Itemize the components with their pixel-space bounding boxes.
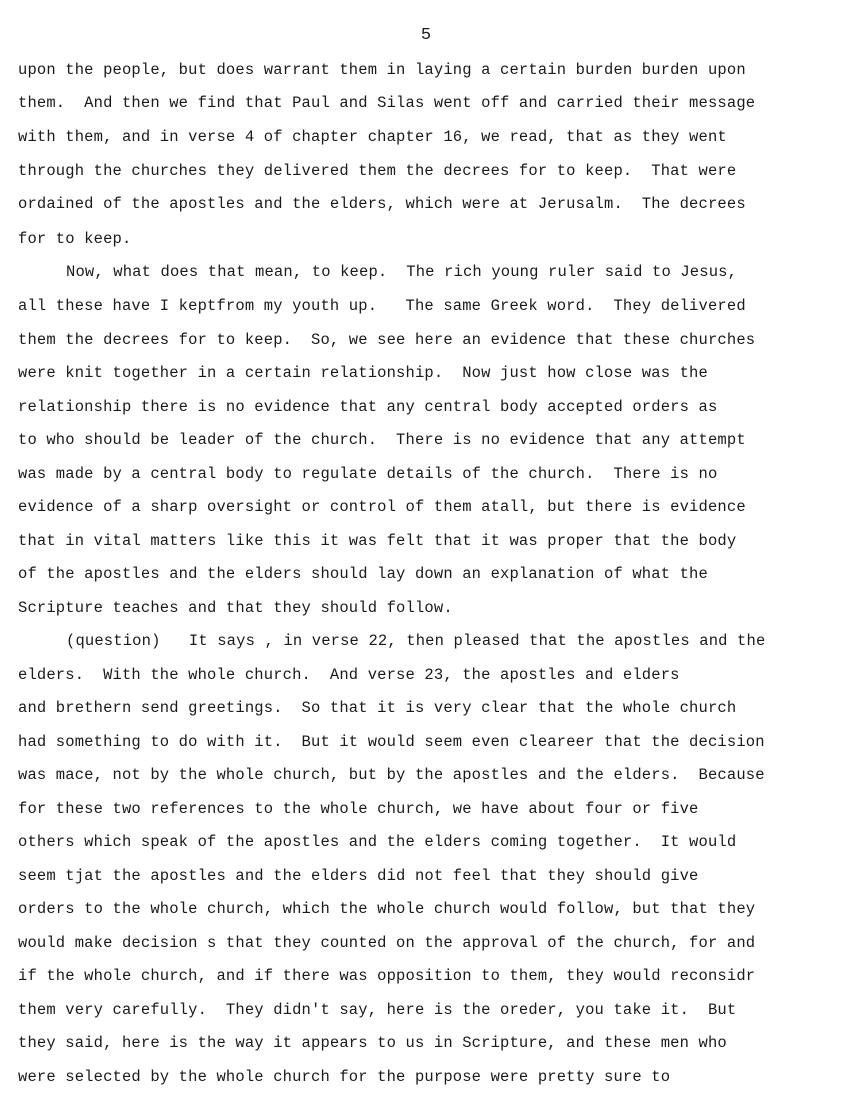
- text-line: them the decrees for to keep. So, we see here an evidence that these churches: [18, 331, 756, 349]
- text-line: others which speak of the apostles and the elders coming together. It would: [18, 833, 737, 851]
- text-line: that in vital matters like this it was felt that it was proper that the body: [18, 532, 737, 550]
- text-line: relationship there is no evidence that any central body accepted orders as: [18, 398, 718, 416]
- text-line: upon the people, but does warrant them in laying a certain burden burden upon: [18, 61, 746, 79]
- text-line: had something to do with it. But it would seem even cleareer that the decision: [18, 733, 765, 751]
- text-line: Scripture teaches and that they should follow.: [18, 599, 453, 617]
- text-line: them. And then we find that Paul and Silas went off and carried their message: [18, 94, 756, 112]
- text-line: was made by a central body to regulate details of the church. There is no: [18, 465, 718, 483]
- text-line: evidence of a sharp oversight or control of them atall, but there is evidence: [18, 498, 746, 516]
- text-line: all these have I keptfrom my youth up. The same Greek word. They delivered: [18, 297, 746, 315]
- text-line: for these two references to the whole church, we have about four or five: [18, 800, 699, 818]
- text-line: for to keep.: [18, 230, 132, 248]
- text-line: was mace, not by the whole church, but by the apostles and the elders. Because: [18, 766, 765, 784]
- text-line: were knit together in a certain relationship. Now just how close was the: [18, 364, 708, 382]
- paragraph-first-line: Now, what does that mean, to keep. The rich young ruler said to Jesus,: [66, 263, 738, 281]
- paragraph-first-line: (question) It says , in verse 22, then pleased that the apostles and the: [66, 632, 766, 650]
- page-number: 5: [420, 26, 432, 45]
- text-line: with them, and in verse 4 of chapter chapter 16, we read, that as they went: [18, 128, 727, 146]
- text-line: were selected by the whole church for the purpose were pretty sure to: [18, 1068, 671, 1086]
- text-line: elders. With the whole church. And verse 23, the apostles and elders: [18, 666, 680, 684]
- text-line: if the whole church, and if there was opposition to them, they would reconsidr: [18, 967, 756, 985]
- text-line: through the churches they delivered them the decrees for to keep. That were: [18, 162, 737, 180]
- text-line: they said, here is the way it appears to us in Scripture, and these men who: [18, 1034, 727, 1052]
- text-line: and brethern send greetings. So that it is very clear that the whole church: [18, 699, 737, 717]
- text-line: to who should be leader of the church. There is no evidence that any attempt: [18, 431, 746, 449]
- text-line: of the apostles and the elders should lay down an explanation of what the: [18, 565, 708, 583]
- text-line: them very carefully. They didn't say, here is the oreder, you take it. But: [18, 1001, 737, 1019]
- text-line: seem tjat the apostles and the elders did not feel that they should give: [18, 867, 699, 885]
- text-line: orders to the whole church, which the whole church would follow, but that they: [18, 900, 756, 918]
- text-line: ordained of the apostles and the elders, which were at Jerusalm. The decrees: [18, 195, 746, 213]
- text-line: would make decision s that they counted on the approval of the church, for and: [18, 934, 756, 952]
